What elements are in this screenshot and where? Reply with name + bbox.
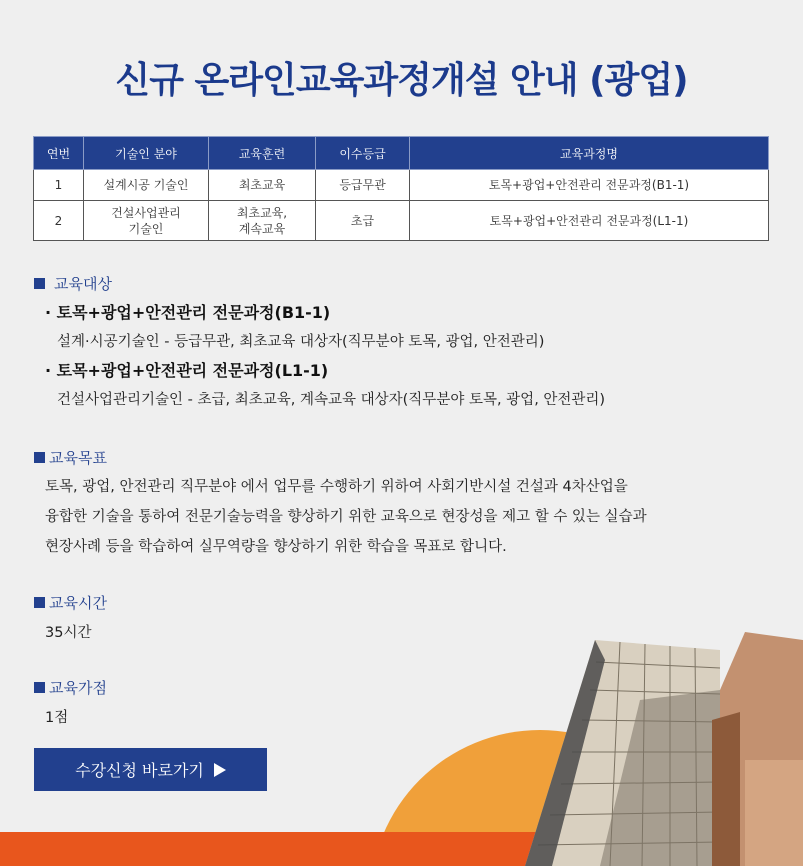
col-header-grade: 이수등급	[316, 137, 410, 170]
section-hours-title: 교육시간	[34, 592, 107, 613]
page-title: 신규 온라인교육과정개설 안내 (광업)	[115, 60, 688, 101]
goal-line-2: 융합한 기술을 통하여 전문기술능력을 향상하기 위한 교육으로 현장성을 제고 할 수 있는 실습과	[45, 509, 647, 525]
cell-grade: 등급무관	[316, 170, 410, 201]
cell-training: 최초교육, 계속교육	[209, 201, 316, 241]
goal-line-1: 토목, 광업, 안전관리 직무분야 에서 업무를 수행하기 위하여 사회기반시설 건설과 4차산업을	[45, 479, 628, 495]
square-bullet-icon	[34, 597, 45, 608]
cell-no: 1	[34, 170, 84, 201]
course-name-l1: · 토목+광업+안전관리 전문과정(L1-1)	[45, 361, 329, 380]
square-bullet-icon	[34, 682, 45, 693]
building-grid	[538, 642, 720, 866]
building-facade	[525, 640, 720, 866]
building-side-wall	[720, 632, 803, 866]
course-name-b1: · 토목+광업+안전관리 전문과정(B1-1)	[45, 303, 331, 322]
section-goal-title: 교육목표	[34, 447, 107, 468]
ground-band	[0, 832, 803, 866]
points-value: 1점	[45, 710, 69, 726]
table-row	[34, 170, 769, 201]
apply-course-button[interactable]: 수강신청 바로가기	[34, 748, 267, 791]
course-table	[33, 136, 769, 241]
building-illustration	[0, 620, 803, 866]
cell-field: 건설사업관리 기술인	[84, 201, 209, 241]
col-header-training: 교육훈련	[209, 137, 316, 170]
col-header-field: 기술인 분야	[84, 137, 209, 170]
cell-course: 토목+광업+안전관리 전문과정(L1-1)	[410, 201, 769, 241]
course-desc-l1: 건설사업관리기술인 - 초급, 최초교육, 계속교육 대상자(직무분야 토목, 광업, 안전관리)	[57, 392, 606, 408]
table-header-row	[34, 137, 769, 170]
col-header-course: 교육과정명	[410, 137, 769, 170]
section-points-title: 교육가점	[34, 677, 107, 698]
play-triangle-icon	[214, 763, 226, 777]
goal-line-3: 현장사례 등을 학습하여 실무역량을 향상하기 위한 학습을 목표로 합니다.	[45, 539, 507, 555]
square-bullet-icon	[34, 278, 45, 289]
cell-course: 토목+광업+안전관리 전문과정(B1-1)	[410, 170, 769, 201]
section-target-title: 교육대상	[34, 273, 112, 294]
cell-field: 설계시공 기술인	[84, 170, 209, 201]
square-bullet-icon	[34, 452, 45, 463]
cell-no: 2	[34, 201, 84, 241]
sun-circle	[370, 730, 710, 866]
course-desc-b1: 설계·시공기술인 - 등급무관, 최초교육 대상자(직무분야 토목, 광업, 안전관리)	[57, 334, 545, 350]
cell-grade: 초급	[316, 201, 410, 241]
hours-value: 35시간	[45, 625, 92, 641]
col-header-no: 연번	[34, 137, 84, 170]
table-row	[34, 201, 769, 241]
cell-training: 최초교육	[209, 170, 316, 201]
